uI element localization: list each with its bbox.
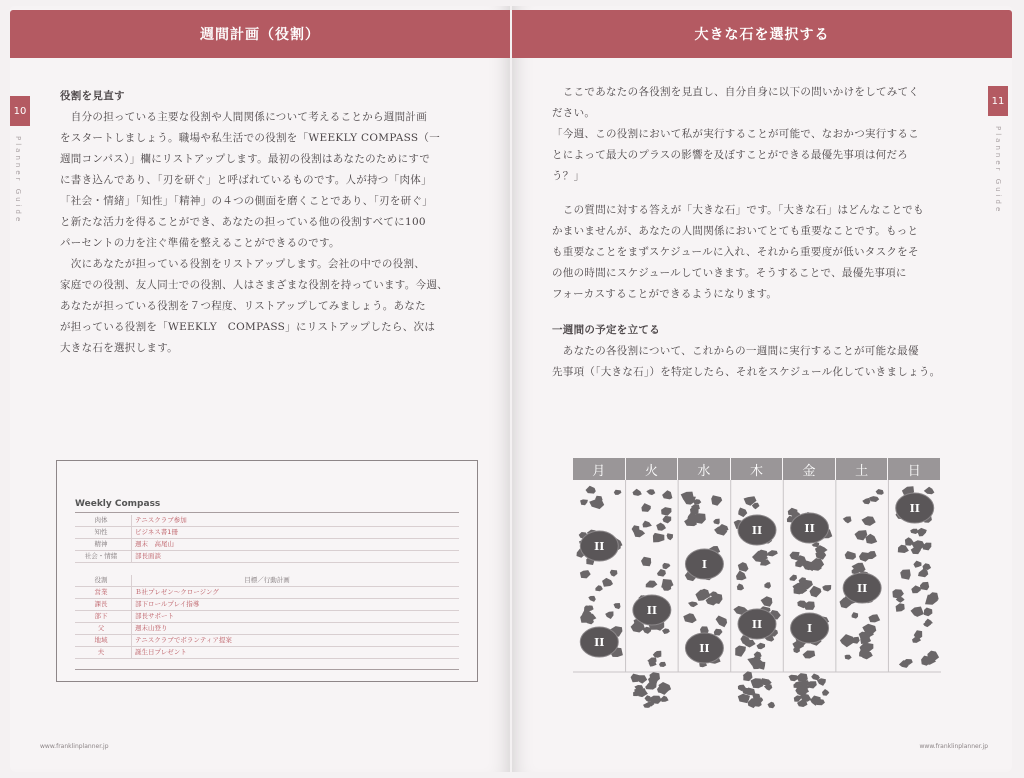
big-rock <box>843 573 881 603</box>
paragraph-line: も重要なことをまずスケジュールに入れ、それから重要度が低いタスクをそ <box>552 246 919 258</box>
small-rock <box>911 585 921 593</box>
small-rock <box>869 496 879 502</box>
right-answer-text <box>552 200 924 305</box>
paragraph-line: ださい。 <box>552 107 596 119</box>
compass-row-key: 営業 <box>94 588 108 596</box>
small-rock <box>588 596 596 602</box>
small-rock <box>924 487 935 495</box>
weekly-compass-title: Weekly Compass <box>75 499 161 509</box>
small-rock <box>843 516 852 523</box>
paragraph-line: 自分の担っている主要な役割や人間関係について考えることから週間計画 <box>60 111 427 123</box>
small-rock <box>852 612 859 619</box>
small-rock <box>900 569 911 579</box>
compass-row-key: 夫 <box>97 648 105 656</box>
compass-row <box>75 539 459 551</box>
small-rock <box>768 702 776 708</box>
small-rock <box>589 499 604 509</box>
side-label: Planner Guide <box>994 126 1002 215</box>
compass-header-value: 目標／行動計画 <box>244 576 290 584</box>
small-rock <box>764 582 771 589</box>
compass-row-key: 部下 <box>94 612 108 620</box>
small-rock <box>711 495 722 506</box>
small-rock <box>580 499 588 505</box>
small-rock <box>688 602 698 608</box>
small-rock <box>822 689 829 696</box>
small-rock <box>899 660 909 668</box>
big-rock-mark: II <box>594 540 605 553</box>
small-rock <box>917 528 927 537</box>
small-rock <box>646 581 658 588</box>
big-rock-mark: I <box>806 622 813 635</box>
small-rock <box>605 611 613 619</box>
small-rock <box>661 696 669 702</box>
footer-url: www.franklinplanner.jp <box>40 743 109 750</box>
small-rock <box>586 486 596 494</box>
compass-row-value: 部下ロールプレイ指導 <box>135 600 200 608</box>
small-rock <box>757 643 766 650</box>
paragraph-line: 大きな石を選択します。 <box>60 342 178 354</box>
divider <box>131 551 132 563</box>
compass-row <box>75 515 459 527</box>
big-rock <box>791 613 829 643</box>
small-rock <box>662 628 670 634</box>
small-rock <box>862 516 876 526</box>
small-rock <box>748 698 759 708</box>
small-rock <box>803 651 816 659</box>
left-page-header: 週間計画（役割） <box>10 10 510 58</box>
small-rock <box>661 579 673 589</box>
day-header: 金 <box>783 458 836 480</box>
big-rock <box>633 595 671 625</box>
compass-role-row <box>75 635 459 647</box>
compass-row-value: 誕生日プレゼント <box>135 648 187 656</box>
big-rock <box>738 515 776 545</box>
big-rock-mark: II <box>751 618 763 631</box>
compass-role-row <box>75 623 459 635</box>
small-rock <box>920 582 929 590</box>
small-rock <box>896 603 905 612</box>
small-rock <box>663 516 672 524</box>
small-rock <box>738 562 749 572</box>
divider <box>131 527 132 539</box>
small-rock <box>764 684 772 690</box>
paragraph-line: とによって最大のプラスの影響を及ぼすことができる最優先事項は何だろ <box>552 149 909 161</box>
big-rock-mark: II <box>804 522 815 535</box>
paragraph-line: と新たな活力を得ることができ、あなたの担っている他の役割すべてに100 <box>60 216 426 228</box>
paragraph-line: 次にあなたが担っている役割をリストアップします。会社の中での役割、 <box>60 258 426 270</box>
divider <box>131 611 132 623</box>
day-header: 火 <box>626 458 679 480</box>
compass-row-key: 精神 <box>94 540 108 548</box>
paragraph-line: この質問に対する答えが「大きな石」です。「大きな石」はどんなことでも <box>552 204 924 216</box>
big-rock <box>791 513 829 543</box>
small-rock <box>667 533 674 540</box>
compass-row-value: 部長面談 <box>135 552 161 560</box>
small-rock <box>876 489 884 495</box>
compass-row-key: 知性 <box>94 528 108 536</box>
small-rock <box>866 551 876 559</box>
section-heading: 役割を見直す <box>60 90 125 102</box>
small-rock <box>657 569 666 577</box>
small-rock <box>602 578 613 587</box>
paragraph-line: をスタートしましょう。職場や私生活での役割を「WEEKLY COMPASS（一 <box>60 132 441 144</box>
big-rock <box>580 627 618 657</box>
small-rock <box>810 586 822 598</box>
day-header: 月 <box>573 458 626 480</box>
small-rock <box>911 547 921 555</box>
day-header: 木 <box>731 458 784 480</box>
big-rock <box>685 633 723 663</box>
small-rock <box>736 571 747 581</box>
small-rock <box>898 545 909 553</box>
big-rock-mark: II <box>646 604 658 617</box>
divider <box>75 669 459 670</box>
compass-row-key: 肉体 <box>94 516 108 524</box>
big-rock-mark: II <box>856 582 868 595</box>
small-rock <box>855 530 868 540</box>
small-rock <box>790 575 798 581</box>
compass-role-row <box>75 599 459 611</box>
divider <box>131 623 132 635</box>
small-rock <box>614 490 622 495</box>
paragraph-line: あなたの各役割について、これからの一週間に実行することが可能な最優 <box>552 345 919 357</box>
section-heading: 一週間の予定を立てる <box>552 324 660 336</box>
small-rock <box>637 675 647 683</box>
paragraph-line: う？」 <box>552 170 585 182</box>
small-rock <box>653 652 662 658</box>
small-rock <box>924 608 933 617</box>
day-header: 日 <box>888 458 941 480</box>
small-rock <box>768 550 778 556</box>
small-rock <box>662 490 672 499</box>
compass-row-key: 社会・情緒 <box>84 552 118 560</box>
small-rock <box>633 489 642 496</box>
small-rock <box>845 655 852 660</box>
compass-row-value: テニスクラブでボランティア提案 <box>135 636 232 644</box>
small-rock <box>716 616 728 628</box>
right-intro-text <box>552 82 919 187</box>
small-rock <box>683 613 696 623</box>
small-rock <box>584 606 592 613</box>
small-rock <box>610 570 618 577</box>
small-rock <box>661 507 671 516</box>
big-rock <box>685 549 723 579</box>
weekly-compass-box <box>56 460 478 682</box>
big-rock <box>738 609 776 639</box>
big-rock-mark: I <box>701 558 708 571</box>
paragraph-line: に書き込んであり、「刃を研ぐ」と呼ばれているものです。人が持つ「肉体」 <box>60 174 432 186</box>
small-rock <box>653 533 665 543</box>
paragraph-line: ここであなたの各役割を見直し、自分自身に以下の問いかけをしてみてく <box>552 86 920 98</box>
small-rock <box>913 561 921 568</box>
paragraph-line: パーセントの力を注ぐ準備を整えることができるのです。 <box>60 237 340 249</box>
compass-row-value: 部長サポート <box>135 612 174 620</box>
compass-role-row <box>75 587 459 599</box>
small-rock <box>868 614 880 622</box>
divider <box>131 635 132 647</box>
paragraph-line: 「今週、この役割において私が実行することが可能で、なおかつ実行するこ <box>552 128 919 140</box>
small-rock <box>822 585 831 592</box>
small-rock <box>845 551 856 560</box>
compass-row-value: ビジネス書1冊 <box>135 528 178 536</box>
small-rock <box>646 489 655 495</box>
left-body-text <box>60 86 448 359</box>
compass-row-key: 地域 <box>94 636 108 644</box>
divider <box>131 599 132 611</box>
page-number: 11 <box>988 86 1008 116</box>
right-page-header: 大きな石を選択する <box>512 10 1012 58</box>
small-rock <box>719 524 729 532</box>
paragraph-line: かまいませんが、あなたの人間関係においてとても重要なことです。もっと <box>552 225 919 237</box>
small-rock <box>865 534 877 544</box>
small-rock <box>659 662 666 667</box>
small-rock <box>662 563 670 569</box>
compass-row <box>75 527 459 539</box>
small-rock <box>614 603 621 609</box>
compass-role-row <box>75 611 459 623</box>
compass-row-value: Ｂ社プレゼン〜クロージング <box>135 588 219 596</box>
right-plan-text <box>552 320 940 383</box>
day-header: 土 <box>836 458 889 480</box>
left-page <box>10 6 510 772</box>
small-rock <box>713 519 719 525</box>
divider <box>131 515 132 527</box>
day-header: 水 <box>678 458 731 480</box>
paragraph-line: 「社会・情緒」「知性」「精神」の４つの側面を磨くことであり、「刃を研ぐ」 <box>60 195 434 207</box>
small-rock <box>811 674 820 681</box>
divider <box>131 587 132 599</box>
rocks-svg <box>573 458 941 718</box>
small-rock <box>737 584 744 591</box>
small-rock <box>714 629 723 636</box>
compass-row-key: 課長 <box>94 600 108 608</box>
compass-row-value: テニスクラブ参加 <box>135 516 187 524</box>
small-rock <box>595 585 603 591</box>
big-rock <box>896 493 934 523</box>
small-rock <box>862 498 870 504</box>
footer-url: www.franklinplanner.jp <box>919 743 988 750</box>
big-rock <box>580 531 618 561</box>
compass-role-header <box>75 575 459 587</box>
divider <box>131 539 132 551</box>
divider <box>131 647 132 659</box>
small-rock <box>641 557 651 567</box>
small-rock <box>911 607 924 617</box>
paragraph-line: 週間コンパス）」欄にリストアップします。最初の役割はあなたのためにすで <box>60 153 431 165</box>
big-rock-mark: II <box>594 636 605 649</box>
right-page <box>512 6 1012 772</box>
paragraph-line: あなたが担っている役割を７つ程度、リストアップしてみましょう。あなた <box>60 300 426 312</box>
small-rock <box>910 529 918 534</box>
paragraph-line: フォーカスすることができるようになります。 <box>552 288 778 300</box>
big-rock-mark: II <box>699 642 710 655</box>
small-rock <box>735 646 746 657</box>
divider <box>75 512 459 513</box>
page-number: 10 <box>10 96 30 126</box>
small-rock <box>641 503 650 512</box>
small-rock <box>656 523 666 531</box>
side-label: Planner Guide <box>14 136 22 225</box>
paragraph-line: 先事項（「大きな石」）を特定したら、それをスケジュール化していきましょう。 <box>552 366 941 378</box>
compass-row <box>75 551 459 563</box>
compass-row-key: 父 <box>97 624 105 632</box>
compass-header-key: 役割 <box>94 576 108 584</box>
small-rock <box>633 528 645 537</box>
compass-row-value: 週末山登り <box>135 624 168 632</box>
compass-role-row <box>75 647 459 659</box>
big-rock-mark: II <box>909 502 920 515</box>
small-rock <box>738 508 747 518</box>
paragraph-line: が担っている役割を「WEEKLY COMPASS」にリストアップしたら、次は <box>60 321 436 333</box>
compass-row-value: 週末 高尾山 <box>135 540 174 548</box>
small-rock <box>580 570 591 578</box>
small-rock <box>761 596 773 607</box>
small-rock <box>752 503 760 510</box>
big-rock-mark: II <box>751 524 763 537</box>
paragraph-line: の他の時間にスケジュールしていきます。そうすることで、最優先事項に <box>552 267 907 279</box>
small-rock <box>643 521 652 528</box>
paragraph-line: 家庭での役割、友人同士での役割、人はさまざまな役割を持っています。今週、 <box>60 279 448 291</box>
